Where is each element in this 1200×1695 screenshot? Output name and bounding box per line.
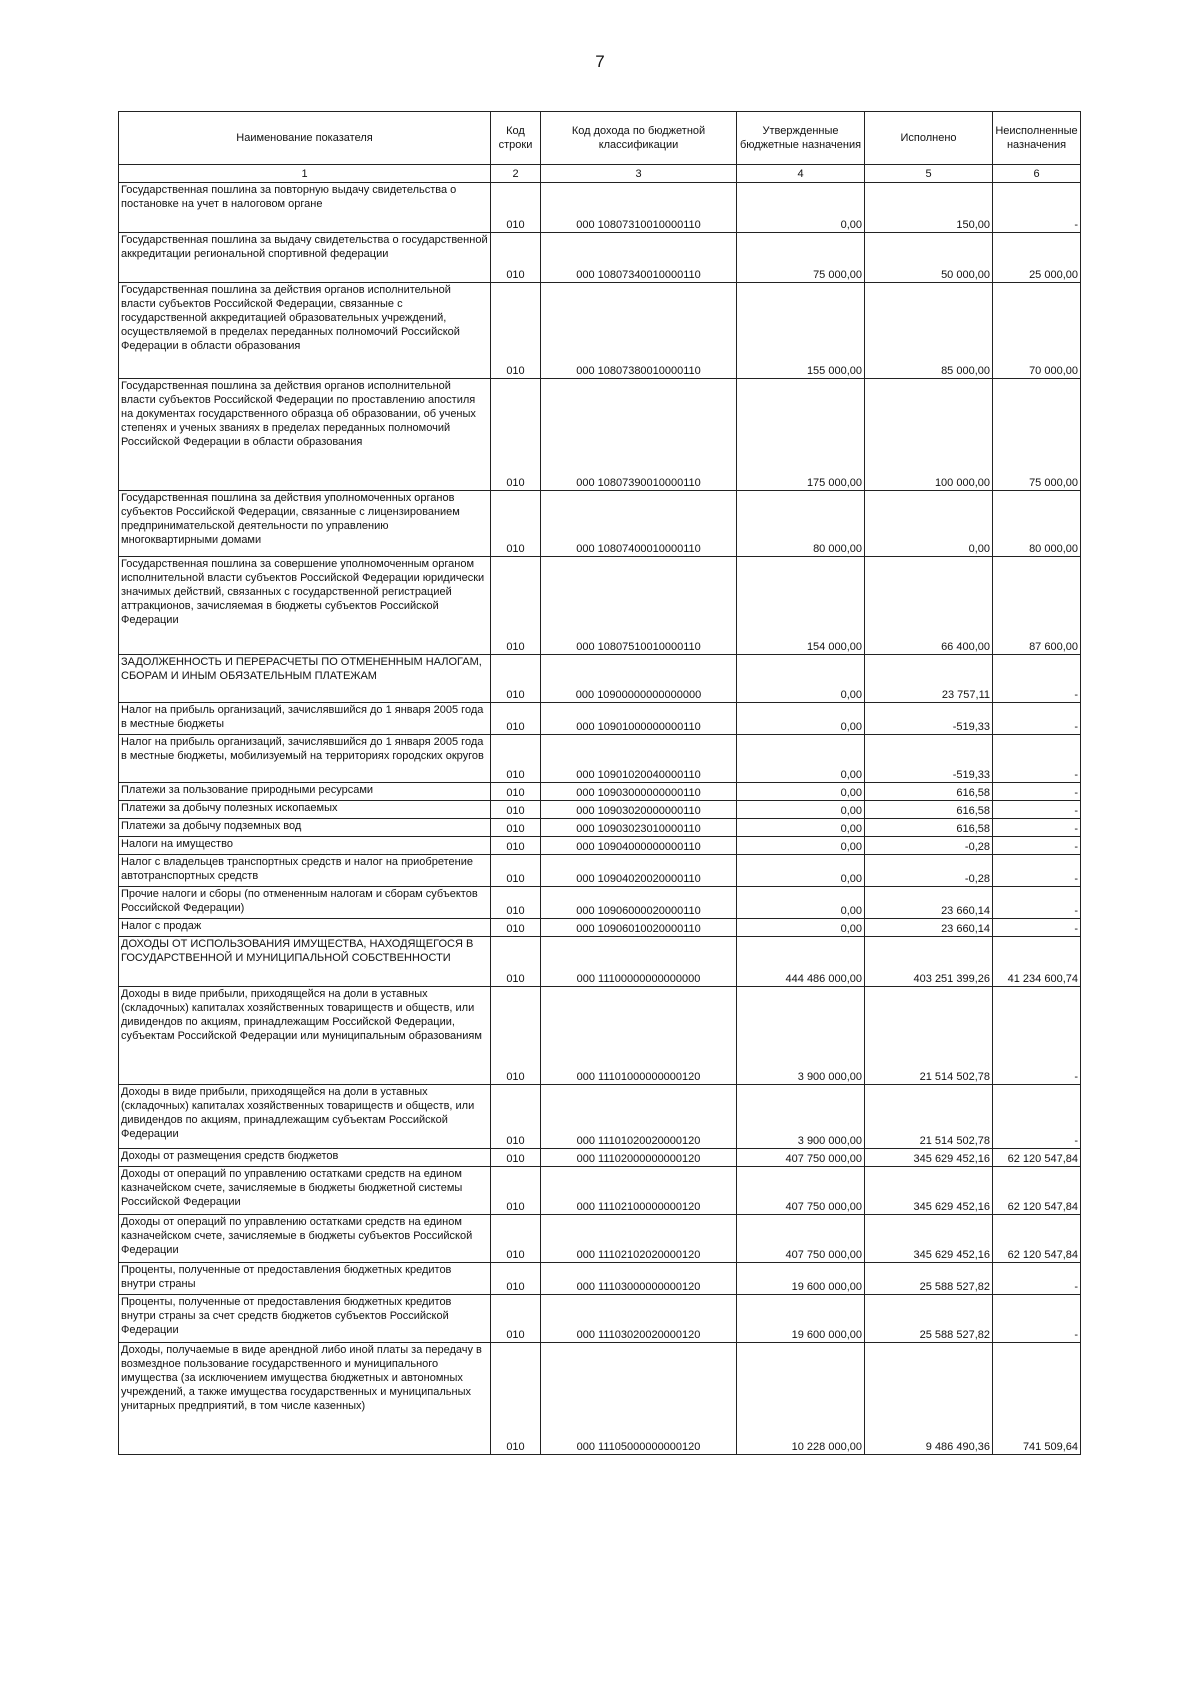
row-name: Доходы, получаемые в виде арендной либо иной платы за передачу в возмездное пользование государственного и муниципального имущества (за исключением имущества бюджетных и автономных учреждений, а также имущества государственных и муниципальных унитарных предприятий, в том числе казенных) (119, 1343, 491, 1455)
row-unexecuted: - (993, 655, 1081, 703)
row-code: 010 (491, 1263, 541, 1295)
row-name: ДОХОДЫ ОТ ИСПОЛЬЗОВАНИЯ ИМУЩЕСТВА, НАХОДЯЩЕГОСЯ В ГОСУДАРСТВЕННОЙ И МУНИЦИПАЛЬНОЙ СОБСТВЕННОСТИ (119, 937, 491, 987)
row-approved: 19 600 000,00 (737, 1295, 865, 1343)
row-approved: 155 000,00 (737, 283, 865, 379)
table-row (119, 183, 1081, 233)
row-executed: 23 660,14 (865, 887, 993, 919)
row-approved: 0,00 (737, 703, 865, 735)
table-row (119, 557, 1081, 655)
row-executed: -519,33 (865, 735, 993, 783)
row-executed: 23 757,11 (865, 655, 993, 703)
page-number: 7 (595, 52, 605, 71)
header-approved: Утвержденные бюджетные назначения (737, 112, 865, 165)
row-unexecuted: 62 120 547,84 (993, 1215, 1081, 1263)
row-unexecuted: 62 120 547,84 (993, 1149, 1081, 1167)
row-name: Государственная пошлина за действия органов исполнительной власти субъектов Российской Федерации по проставлению апостиля на документах государственного образца об образовании, об ученых степенях и ученых званиях в пределах переданных полномочий Российской Федерации в области образования (119, 379, 491, 491)
row-kbk: 000 10904020020000110 (541, 855, 737, 887)
row-approved: 0,00 (737, 919, 865, 937)
table-row (119, 837, 1081, 855)
row-code: 010 (491, 1215, 541, 1263)
row-executed: 403 251 399,26 (865, 937, 993, 987)
row-kbk: 000 11103020020000120 (541, 1295, 737, 1343)
table-row (119, 703, 1081, 735)
row-approved: 0,00 (737, 837, 865, 855)
row-name: Налог на прибыль организаций, зачислявшийся до 1 января 2005 года в местные бюджеты (119, 703, 491, 735)
row-kbk: 000 10906000020000110 (541, 887, 737, 919)
row-code: 010 (491, 283, 541, 379)
row-approved: 10 228 000,00 (737, 1343, 865, 1455)
row-unexecuted: - (993, 837, 1081, 855)
row-executed: 345 629 452,16 (865, 1167, 993, 1215)
row-code: 010 (491, 655, 541, 703)
table-row (119, 1215, 1081, 1263)
table-row (119, 801, 1081, 819)
row-name: Проценты, полученные от предоставления бюджетных кредитов внутри страны за счет средств бюджетов субъектов Российской Федерации (119, 1295, 491, 1343)
row-kbk: 000 10903023010000110 (541, 819, 737, 837)
row-kbk: 000 10904000000000110 (541, 837, 737, 855)
row-executed: 150,00 (865, 183, 993, 233)
row-unexecuted: - (993, 987, 1081, 1085)
row-name: Налог на прибыль организаций, зачислявшийся до 1 января 2005 года в местные бюджеты, мобилизуемый на территориях городских округов (119, 735, 491, 783)
table-row (119, 655, 1081, 703)
row-executed: 9 486 490,36 (865, 1343, 993, 1455)
row-kbk: 000 10807400010000110 (541, 491, 737, 557)
table-row (119, 1263, 1081, 1295)
row-code: 010 (491, 801, 541, 819)
row-code: 010 (491, 987, 541, 1085)
row-code: 010 (491, 783, 541, 801)
row-kbk: 000 10807340010000110 (541, 233, 737, 283)
row-name: Налог с владельцев транспортных средств и налог на приобретение автотранспортных средств (119, 855, 491, 887)
row-name: Платежи за добычу подземных вод (119, 819, 491, 837)
row-name: Доходы в виде прибыли, приходящейся на доли в уставных (складочных) капиталах хозяйственных товариществ и обществ, или дивидендов по акциям, принадлежащим Российской Федерации, субъектам Российской Федерации или муниципальным образованиям (119, 987, 491, 1085)
row-name: Государственная пошлина за выдачу свидетельства о государственной аккредитации региональной спортивной федерации (119, 233, 491, 283)
row-approved: 75 000,00 (737, 233, 865, 283)
row-kbk: 000 10903000000000110 (541, 783, 737, 801)
row-name: Государственная пошлина за повторную выдачу свидетельства о постановке на учет в налоговом органе (119, 183, 491, 233)
row-name: Платежи за добычу полезных ископаемых (119, 801, 491, 819)
header-unexecuted: Неисполненные назначения (993, 112, 1081, 165)
table-row (119, 1343, 1081, 1455)
row-code: 010 (491, 735, 541, 783)
row-unexecuted: - (993, 819, 1081, 837)
row-code: 010 (491, 1295, 541, 1343)
row-unexecuted: - (993, 919, 1081, 937)
row-executed: 616,58 (865, 783, 993, 801)
row-kbk: 000 11103000000000120 (541, 1263, 737, 1295)
row-approved: 0,00 (737, 183, 865, 233)
row-code: 010 (491, 855, 541, 887)
row-approved: 0,00 (737, 801, 865, 819)
row-executed: -0,28 (865, 855, 993, 887)
row-code: 010 (491, 1343, 541, 1455)
row-unexecuted: 87 600,00 (993, 557, 1081, 655)
table-row (119, 783, 1081, 801)
row-name: Государственная пошлина за действия уполномоченных органов субъектов Российской Федерации, связанные с лицензированием предпринимательской деятельности по управлению многоквартирными домами (119, 491, 491, 557)
row-kbk: 000 11102000000000120 (541, 1149, 737, 1167)
row-kbk: 000 10901000000000110 (541, 703, 737, 735)
row-kbk: 000 10807510010000110 (541, 557, 737, 655)
row-executed: 23 660,14 (865, 919, 993, 937)
row-code: 010 (491, 1085, 541, 1149)
table-row (119, 1295, 1081, 1343)
row-executed: -0,28 (865, 837, 993, 855)
row-executed: 0,00 (865, 491, 993, 557)
row-approved: 19 600 000,00 (737, 1263, 865, 1295)
row-code: 010 (491, 887, 541, 919)
row-code: 010 (491, 379, 541, 491)
row-approved: 407 750 000,00 (737, 1167, 865, 1215)
row-unexecuted: 70 000,00 (993, 283, 1081, 379)
row-code: 010 (491, 703, 541, 735)
row-code: 010 (491, 233, 541, 283)
row-approved: 175 000,00 (737, 379, 865, 491)
row-approved: 0,00 (737, 887, 865, 919)
row-executed: 50 000,00 (865, 233, 993, 283)
table-row (119, 887, 1081, 919)
budget-execution-table (118, 111, 1081, 1455)
row-name: ЗАДОЛЖЕННОСТЬ И ПЕРЕРАСЧЕТЫ ПО ОТМЕНЕННЫМ НАЛОГАМ, СБОРАМ И ИНЫМ ОБЯЗАТЕЛЬНЫМ ПЛАТЕЖАМ (119, 655, 491, 703)
row-approved: 80 000,00 (737, 491, 865, 557)
header-name: Наименование показателя (119, 112, 491, 165)
column-number: 4 (737, 165, 865, 183)
row-code: 010 (491, 937, 541, 987)
row-name: Государственная пошлина за действия органов исполнительной власти субъектов Российской Федерации, связанные с государственной аккредитацией образовательных учреждений, осуществляемой в пределах переданных полномочий Российской Федерации в области образования (119, 283, 491, 379)
row-executed: -519,33 (865, 703, 993, 735)
row-name: Налоги на имущество (119, 837, 491, 855)
row-code: 010 (491, 837, 541, 855)
row-executed: 21 514 502,78 (865, 987, 993, 1085)
row-code: 010 (491, 819, 541, 837)
table-row (119, 379, 1081, 491)
row-approved: 0,00 (737, 735, 865, 783)
row-kbk: 000 10906010020000110 (541, 919, 737, 937)
row-approved: 3 900 000,00 (737, 1085, 865, 1149)
row-executed: 100 000,00 (865, 379, 993, 491)
row-unexecuted: - (993, 1085, 1081, 1149)
row-name: Налог с продаж (119, 919, 491, 937)
row-unexecuted: 25 000,00 (993, 233, 1081, 283)
row-name: Платежи за пользование природными ресурсами (119, 783, 491, 801)
row-kbk: 000 10901020040000110 (541, 735, 737, 783)
row-executed: 25 588 527,82 (865, 1263, 993, 1295)
row-executed: 345 629 452,16 (865, 1215, 993, 1263)
table-row (119, 937, 1081, 987)
row-executed: 21 514 502,78 (865, 1085, 993, 1149)
row-approved: 444 486 000,00 (737, 937, 865, 987)
row-unexecuted: 80 000,00 (993, 491, 1081, 557)
table-row (119, 1167, 1081, 1215)
row-kbk: 000 11102102020000120 (541, 1215, 737, 1263)
row-approved: 0,00 (737, 783, 865, 801)
row-approved: 407 750 000,00 (737, 1215, 865, 1263)
row-executed: 345 629 452,16 (865, 1149, 993, 1167)
column-number: 5 (865, 165, 993, 183)
row-code: 010 (491, 183, 541, 233)
table-row (119, 855, 1081, 887)
table-row (119, 987, 1081, 1085)
column-number: 2 (491, 165, 541, 183)
row-executed: 25 588 527,82 (865, 1295, 993, 1343)
row-kbk: 000 10900000000000000 (541, 655, 737, 703)
row-approved: 407 750 000,00 (737, 1149, 865, 1167)
row-kbk: 000 10807390010000110 (541, 379, 737, 491)
header-code: Код строки (491, 112, 541, 165)
table-row (119, 1149, 1081, 1167)
row-name: Проценты, полученные от предоставления бюджетных кредитов внутри страны (119, 1263, 491, 1295)
table-row (119, 1085, 1081, 1149)
row-kbk: 000 10807310010000110 (541, 183, 737, 233)
row-kbk: 000 11105000000000120 (541, 1343, 737, 1455)
column-number: 6 (993, 165, 1081, 183)
row-kbk: 000 11100000000000000 (541, 937, 737, 987)
table-row (119, 819, 1081, 837)
row-name: Доходы в виде прибыли, приходящейся на доли в уставных (складочных) капиталах хозяйственных товариществ и обществ, или дивидендов по акциям, принадлежащим субъектам Российской Федерации (119, 1085, 491, 1149)
row-code: 010 (491, 557, 541, 655)
row-unexecuted: - (993, 703, 1081, 735)
row-kbk: 000 11102100000000120 (541, 1167, 737, 1215)
row-approved: 0,00 (737, 855, 865, 887)
row-code: 010 (491, 491, 541, 557)
row-unexecuted: - (993, 801, 1081, 819)
row-name: Доходы от операций по управлению остатками средств на едином казначейском счете, зачисляемые в бюджеты субъектов Российской Федерации (119, 1215, 491, 1263)
row-name: Доходы от размещения средств бюджетов (119, 1149, 491, 1167)
table-row (119, 735, 1081, 783)
column-number: 3 (541, 165, 737, 183)
row-unexecuted: - (993, 183, 1081, 233)
row-unexecuted: - (993, 735, 1081, 783)
row-unexecuted: 62 120 547,84 (993, 1167, 1081, 1215)
row-code: 010 (491, 919, 541, 937)
row-unexecuted: - (993, 855, 1081, 887)
row-approved: 0,00 (737, 655, 865, 703)
row-unexecuted: - (993, 887, 1081, 919)
header-executed: Исполнено (865, 112, 993, 165)
row-approved: 154 000,00 (737, 557, 865, 655)
row-unexecuted: - (993, 783, 1081, 801)
row-unexecuted: 75 000,00 (993, 379, 1081, 491)
column-number: 1 (119, 165, 491, 183)
row-executed: 616,58 (865, 801, 993, 819)
row-executed: 66 400,00 (865, 557, 993, 655)
row-code: 010 (491, 1167, 541, 1215)
row-name: Прочие налоги и сборы (по отмененным налогам и сборам субъектов Российской Федерации) (119, 887, 491, 919)
table-row (119, 283, 1081, 379)
row-kbk: 000 11101000000000120 (541, 987, 737, 1085)
row-kbk: 000 11101020020000120 (541, 1085, 737, 1149)
row-approved: 3 900 000,00 (737, 987, 865, 1085)
table-row (119, 919, 1081, 937)
row-executed: 85 000,00 (865, 283, 993, 379)
row-unexecuted: - (993, 1295, 1081, 1343)
table-row (119, 233, 1081, 283)
row-unexecuted: - (993, 1263, 1081, 1295)
row-unexecuted: 41 234 600,74 (993, 937, 1081, 987)
table-row (119, 491, 1081, 557)
row-executed: 616,58 (865, 819, 993, 837)
row-name: Государственная пошлина за совершение уполномоченным органом исполнительной власти субъектов Российской Федерации юридически значимых действий, связанных с государственной регистрацией аттракционов, зачисляемая в бюджеты субъектов Российской Федерации (119, 557, 491, 655)
row-approved: 0,00 (737, 819, 865, 837)
row-code: 010 (491, 1149, 541, 1167)
row-unexecuted: 741 509,64 (993, 1343, 1081, 1455)
header-kbk: Код дохода по бюджетной классификации (541, 112, 737, 165)
row-kbk: 000 10903020000000110 (541, 801, 737, 819)
row-name: Доходы от операций по управлению остатками средств на едином казначейском счете, зачисляемые в бюджеты бюджетной системы Российской Федерации (119, 1167, 491, 1215)
row-kbk: 000 10807380010000110 (541, 283, 737, 379)
